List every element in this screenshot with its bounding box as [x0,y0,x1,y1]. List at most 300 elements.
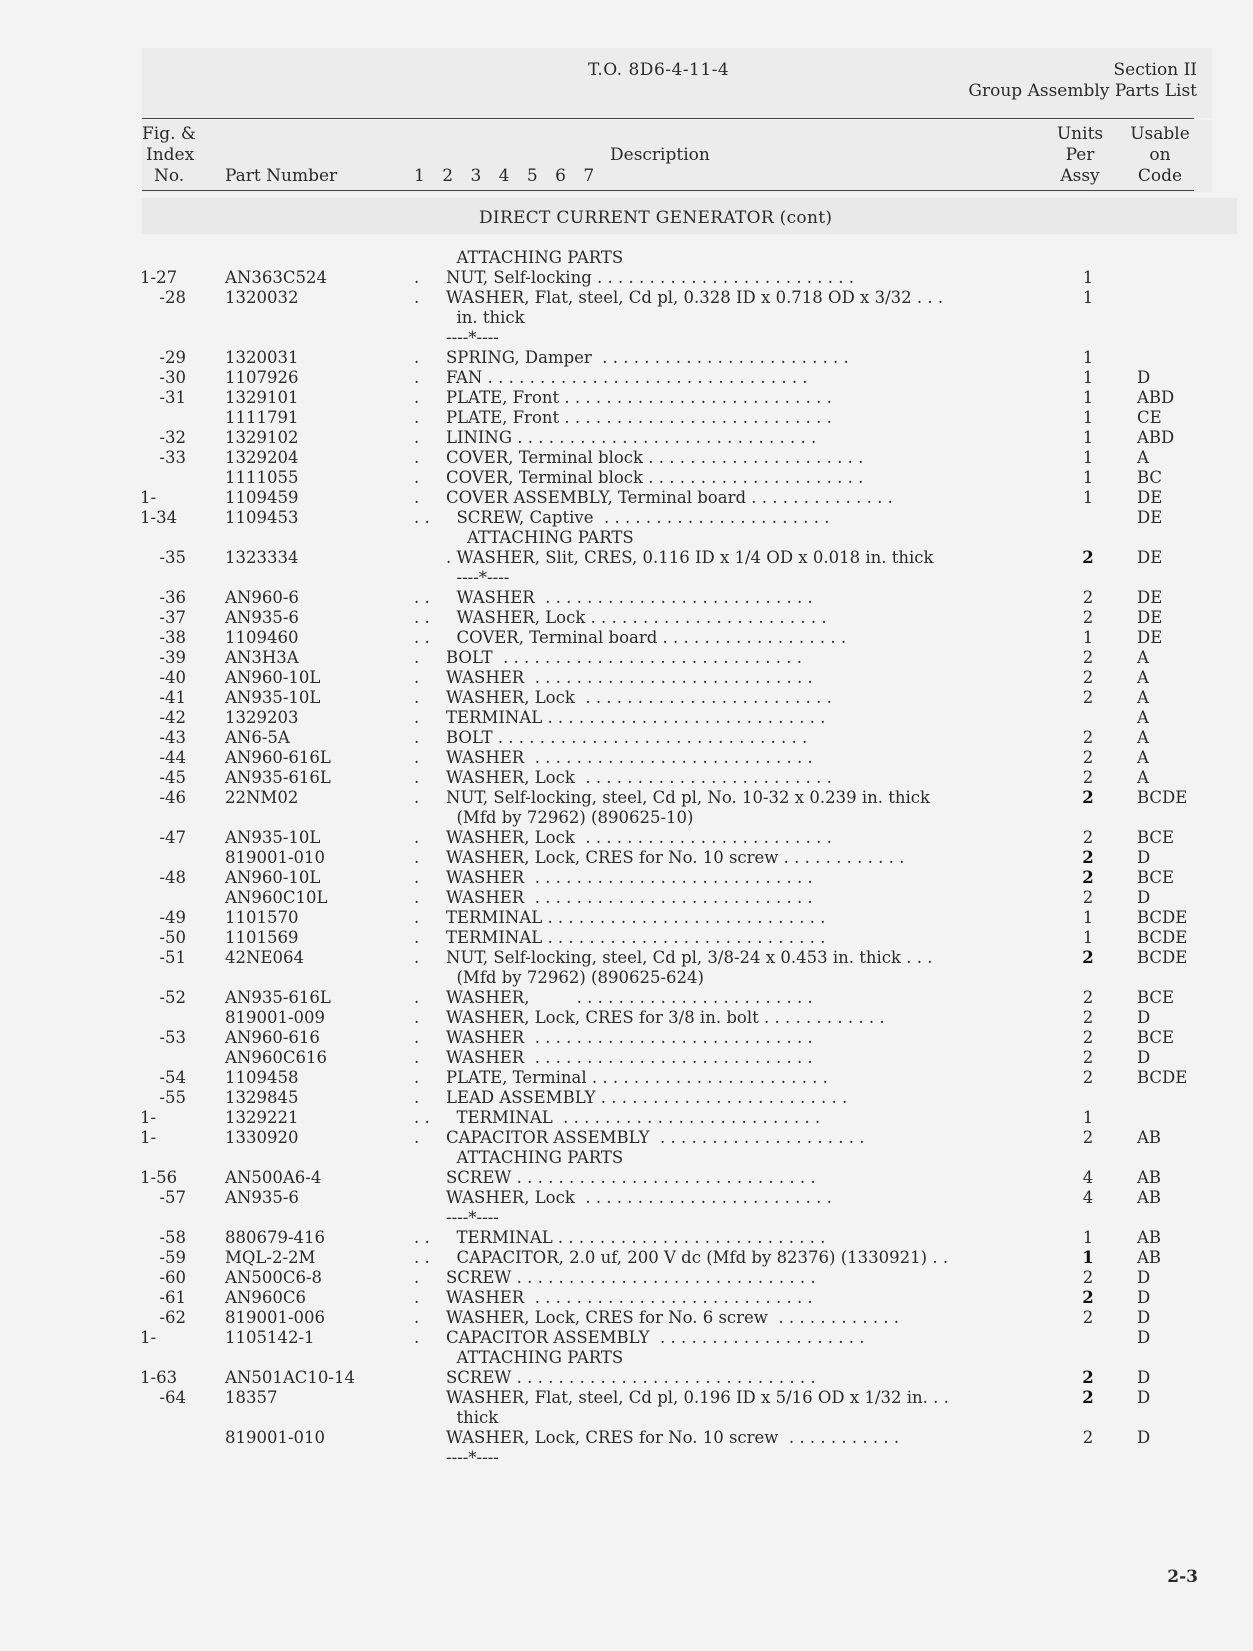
table-row [0,1328,1253,1348]
indent-marker: . [414,388,420,407]
description: ----*---- [446,568,510,587]
usable-on-code: BCE [1137,868,1175,887]
indent-marker: . . [414,1248,430,1267]
section-subtitle: Group Assembly Parts List [968,81,1197,101]
usable-on-code: AB [1137,1188,1162,1207]
units-per-assy: 1 [1082,268,1094,287]
description: COVER, Terminal block . . . . . . . . . . . . . . . . . . . . . [446,468,864,487]
usable-on-code: A [1137,688,1149,707]
part-number: AN935-10L [225,688,321,707]
units-per-assy: 2 [1082,1068,1094,1087]
page-number: 2-3 [1167,1567,1198,1587]
usable-on-code: D [1137,368,1151,387]
table-row [0,1028,1253,1048]
table-row [0,288,1253,308]
part-number: 1109459 [225,488,299,507]
description: WASHER, Lock . . . . . . . . . . . . . . . . . . . . . . . . [446,768,832,787]
usable-on-code: D [1137,1008,1151,1027]
table-row [0,1108,1253,1128]
part-number: 1329102 [225,428,299,447]
table-row [0,268,1253,288]
part-number: AN960-10L [225,668,321,687]
part-number: 1107926 [225,368,299,387]
usable-on-code: DE [1137,548,1163,567]
units-per-assy: 2 [1082,788,1094,807]
indent-marker: . [414,368,420,387]
usable-on-code: BCDE [1137,948,1188,967]
table-row [0,1128,1253,1148]
units-per-assy: 2 [1082,888,1094,907]
units-per-assy: 2 [1082,1008,1094,1027]
indent-marker: . [414,1068,420,1087]
part-number: 42NE064 [225,948,304,967]
description: . WASHER, Slit, CRES, 0.116 ID x 1/4 OD x 0.018 in. thick [446,548,934,567]
part-number: 880679-416 [225,1228,326,1247]
column-header-fig-index: Fig. & Index No. [142,124,197,186]
indent-marker: . [414,848,420,867]
table-row-continuation [0,328,1253,348]
table-row-continuation [0,968,1253,988]
description: LEAD ASSEMBLY . . . . . . . . . . . . . . . . . . . . . . . . [446,1088,848,1107]
usable-on-code: A [1137,748,1149,767]
usable-on-code: BCE [1137,828,1175,847]
technical-order-number: T.O. 8D6-4-11-4 [588,60,730,80]
part-number: AN500A6-4 [225,1168,322,1187]
part-number: AN960-10L [225,868,321,887]
usable-on-code: ABD [1137,428,1175,447]
description: CAPACITOR ASSEMBLY . . . . . . . . . . . . . . . . . . . . [446,1328,865,1347]
part-number: AN363C524 [225,268,327,287]
indent-marker: . [414,768,420,787]
column-header-units-per-assy: Units Per Assy [1056,124,1104,186]
table-row [0,1388,1253,1408]
units-per-assy: 1 [1082,908,1094,927]
units-per-assy: 2 [1082,1048,1094,1067]
section-title: DIRECT CURRENT GENERATOR (cont) [479,208,833,228]
usable-on-code: BCDE [1137,928,1188,947]
description: WASHER . . . . . . . . . . . . . . . . . . . . . . . . . . . [446,1028,813,1047]
table-row [0,488,1253,508]
index-number: -33 [159,448,186,467]
units-per-assy: 2 [1082,608,1094,627]
description: WASHER, Flat, steel, Cd pl, 0.328 ID x 0.718 OD x 3/32 . . . [446,288,944,307]
index-number: -45 [159,768,186,787]
indent-marker: . [414,888,420,907]
units-per-assy: 2 [1082,1308,1094,1327]
indent-marker: . [414,708,420,727]
usable-on-code: DE [1137,628,1163,647]
usable-on-code: BCDE [1137,1068,1188,1087]
table-row [0,788,1253,808]
description: ----*---- [446,1448,499,1467]
usable-on-code: D [1137,888,1151,907]
part-number: 1101569 [225,928,299,947]
table-row [0,668,1253,688]
table-row [0,888,1253,908]
index-number: 1-56 [140,1168,178,1187]
description: BOLT . . . . . . . . . . . . . . . . . . . . . . . . . . . . . . [446,728,808,747]
description: PLATE, Front . . . . . . . . . . . . . . . . . . . . . . . . . . [446,388,832,407]
index-number: -40 [159,668,186,687]
usable-on-code: ABD [1137,388,1175,407]
index-number: -51 [159,948,186,967]
table-row [0,428,1253,448]
units-per-assy: 4 [1082,1168,1094,1187]
description: ATTACHING PARTS [446,528,634,547]
table-row [0,648,1253,668]
table-row-continuation [0,808,1253,828]
description: (Mfd by 72962) (890625-10) [446,808,694,827]
description: WASHER, Lock, CRES for No. 6 screw . . . . . . . . . . . . [446,1308,900,1327]
table-row [0,848,1253,868]
part-number: 22NM02 [225,788,299,807]
index-number: 1- [140,1328,157,1347]
usable-on-code: D [1137,1288,1151,1307]
part-number: AN3H3A [225,648,299,667]
description: SCREW . . . . . . . . . . . . . . . . . . . . . . . . . . . . . [446,1168,816,1187]
usable-on-code: DE [1137,608,1163,627]
units-per-assy: 2 [1082,748,1094,767]
part-number: AN6-5A [225,728,290,747]
description: TERMINAL . . . . . . . . . . . . . . . . . . . . . . . . . [446,1108,821,1127]
indent-marker: . . [414,588,430,607]
table-row [0,728,1253,748]
units-per-assy: 2 [1082,828,1094,847]
description: BOLT . . . . . . . . . . . . . . . . . . . . . . . . . . . . . [446,648,803,667]
table-row [0,448,1253,468]
units-per-assy: 2 [1082,868,1094,887]
index-number: 1- [140,488,157,507]
index-number: -30 [159,368,186,387]
description: TERMINAL . . . . . . . . . . . . . . . . . . . . . . . . . . . [446,708,826,727]
index-number: -61 [159,1288,186,1307]
table-row [0,588,1253,608]
index-number: -64 [159,1388,186,1407]
description: CAPACITOR ASSEMBLY . . . . . . . . . . . . . . . . . . . . [446,1128,865,1147]
description: WASHER, Lock, CRES for 3/8 in. bolt . . . . . . . . . . . . [446,1008,885,1027]
table-row [0,348,1253,368]
description: in. thick [446,308,525,327]
part-number: AN960-616L [225,748,331,767]
units-per-assy: 1 [1082,1248,1094,1267]
usable-on-code: BCDE [1137,908,1188,927]
description: COVER, Terminal block . . . . . . . . . . . . . . . . . . . . . [446,448,864,467]
indent-marker: . [414,428,420,447]
part-number: AN935-10L [225,828,321,847]
index-number: -31 [159,388,186,407]
description: ATTACHING PARTS [446,248,624,267]
description: WASHER, Lock, CRES for No. 10 screw . . . . . . . . . . . . [446,848,905,867]
index-number: -38 [159,628,186,647]
usable-on-code: DE [1137,488,1163,507]
description: WASHER, Lock . . . . . . . . . . . . . . . . . . . . . . . . [446,688,832,707]
units-per-assy: 2 [1082,1128,1094,1147]
description: WASHER . . . . . . . . . . . . . . . . . . . . . . . . . . . [446,668,813,687]
units-per-assy: 2 [1082,1268,1094,1287]
usable-on-code: AB [1137,1168,1162,1187]
units-per-assy: 1 [1082,468,1094,487]
index-number: -28 [159,288,186,307]
section-header [968,60,1197,102]
part-number: 1101570 [225,908,299,927]
table-row [0,748,1253,768]
table-row-continuation [0,1348,1253,1368]
units-per-assy: 2 [1082,588,1094,607]
index-number: -43 [159,728,186,747]
indent-marker: . [414,668,420,687]
description: NUT, Self-locking, steel, Cd pl, No. 10-32 x 0.239 in. thick [446,788,930,807]
index-number: -46 [159,788,186,807]
usable-on-code: AB [1137,1128,1162,1147]
units-per-assy: 2 [1082,548,1094,567]
table-row [0,1428,1253,1448]
units-per-assy: 1 [1082,1228,1094,1247]
table-row [0,948,1253,968]
indent-marker: . [414,268,420,287]
part-number: AN960-6 [225,588,299,607]
indent-marker: . [414,488,420,507]
description: WASHER . . . . . . . . . . . . . . . . . . . . . . . . . . . [446,888,813,907]
indent-marker: . [414,908,420,927]
part-number: AN960-616 [225,1028,320,1047]
index-number: -29 [159,348,186,367]
index-number: -41 [159,688,186,707]
table-row [0,508,1253,528]
table-row-continuation [0,248,1253,268]
index-number: 1- [140,1128,157,1147]
index-number: -54 [159,1068,186,1087]
table-row [0,1368,1253,1388]
indent-marker: . [414,448,420,467]
units-per-assy: 1 [1082,428,1094,447]
index-number: -37 [159,608,186,627]
indent-marker: . [414,1288,420,1307]
description: WASHER, . . . . . . . . . . . . . . . . . . . . . . . [446,988,813,1007]
units-per-assy: 1 [1082,1108,1094,1127]
table-row [0,368,1253,388]
table-row [0,1008,1253,1028]
units-per-assy: 1 [1082,288,1094,307]
index-number: -47 [159,828,186,847]
usable-on-code: BCE [1137,1028,1175,1047]
description: ----*---- [446,328,499,347]
indent-marker: . [414,288,420,307]
units-per-assy: 2 [1082,768,1094,787]
index-number: -48 [159,868,186,887]
part-number: MQL-2-2M [225,1248,316,1267]
index-number: -44 [159,748,186,767]
description: NUT, Self-locking . . . . . . . . . . . . . . . . . . . . . . . . . [446,268,855,287]
section-label: Section II [1113,60,1197,80]
part-number: 1329845 [225,1088,299,1107]
description: WASHER . . . . . . . . . . . . . . . . . . . . . . . . . . . [446,868,813,887]
indent-marker: . . [414,1228,430,1247]
indent-marker: . [414,748,420,767]
units-per-assy: 1 [1082,928,1094,947]
indent-marker: . [414,1048,420,1067]
index-number: 1-34 [140,508,178,527]
index-number: -35 [159,548,186,567]
description: TERMINAL . . . . . . . . . . . . . . . . . . . . . . . . . . . [446,928,826,947]
part-number: 1111055 [225,468,299,487]
column-header-description: Description [610,145,710,165]
table-row-continuation [0,1408,1253,1428]
indent-marker: . [414,1008,420,1027]
indent-marker: . [414,348,420,367]
part-number: 1329203 [225,708,299,727]
index-number: -49 [159,908,186,927]
index-number: -32 [159,428,186,447]
indent-marker: . [414,468,420,487]
indent-marker: . [414,1328,420,1347]
part-number: 1329101 [225,388,299,407]
units-per-assy: 2 [1082,1368,1094,1387]
table-row [0,1268,1253,1288]
part-number: AN960C616 [225,1048,327,1067]
part-number: 1320032 [225,288,299,307]
indent-marker: . [414,988,420,1007]
table-row [0,708,1253,728]
description: SPRING, Damper . . . . . . . . . . . . . . . . . . . . . . . . [446,348,849,367]
table-row [0,548,1253,568]
description: ----*---- [446,1208,499,1227]
table-row [0,908,1253,928]
usable-on-code: D [1137,1388,1151,1407]
usable-on-code: BC [1137,468,1163,487]
description: LINING . . . . . . . . . . . . . . . . . . . . . . . . . . . . . [446,428,817,447]
indent-marker: . [414,728,420,747]
units-per-assy: 2 [1082,728,1094,747]
table-row [0,608,1253,628]
description: ATTACHING PARTS [446,1148,624,1167]
description: WASHER, Lock . . . . . . . . . . . . . . . . . . . . . . . . [446,1188,832,1207]
part-number: AN935-616L [225,988,331,1007]
description: COVER, Terminal board . . . . . . . . . . . . . . . . . . [446,628,847,647]
units-per-assy: 2 [1082,948,1094,967]
part-number: 1323334 [225,548,299,567]
usable-on-code: D [1137,1428,1151,1447]
indent-marker: . [414,1308,420,1327]
indent-marker: . . [414,1108,430,1127]
table-row [0,628,1253,648]
part-number: AN960C10L [225,888,328,907]
description: TERMINAL . . . . . . . . . . . . . . . . . . . . . . . . . . [446,1228,826,1247]
table-row [0,868,1253,888]
units-per-assy: 1 [1082,408,1094,427]
usable-on-code: A [1137,768,1149,787]
part-number: AN960C6 [225,1288,306,1307]
description: thick [446,1408,499,1427]
usable-on-code: A [1137,448,1149,467]
usable-on-code: A [1137,728,1149,747]
description: SCREW . . . . . . . . . . . . . . . . . . . . . . . . . . . . . [446,1268,816,1287]
units-per-assy: 2 [1082,648,1094,667]
indent-marker: . [414,868,420,887]
index-number: -36 [159,588,186,607]
description: FAN . . . . . . . . . . . . . . . . . . . . . . . . . . . . . . . [446,368,808,387]
table-row [0,1308,1253,1328]
table-row [0,1088,1253,1108]
index-number: -59 [159,1248,186,1267]
description: PLATE, Front . . . . . . . . . . . . . . . . . . . . . . . . . . [446,408,832,427]
usable-on-code: CE [1137,408,1162,427]
indent-marker: . . [414,608,430,627]
part-number: AN935-616L [225,768,331,787]
index-number: 1- [140,1108,157,1127]
description: WASHER, Lock . . . . . . . . . . . . . . . . . . . . . . . . [446,828,832,847]
part-number: 819001-006 [225,1308,326,1327]
part-number: 1329221 [225,1108,299,1127]
column-header-indent-levels: 1 2 3 4 5 6 7 [414,166,601,186]
units-per-assy: 2 [1082,848,1094,867]
description: WASHER . . . . . . . . . . . . . . . . . . . . . . . . . . [446,588,813,607]
indent-marker: . [414,648,420,667]
table-row [0,828,1253,848]
part-number: 819001-010 [225,1428,326,1447]
description: WASHER . . . . . . . . . . . . . . . . . . . . . . . . . . . [446,748,813,767]
usable-on-code: D [1137,1328,1151,1347]
part-number: AN935-6 [225,1188,299,1207]
part-number: 819001-010 [225,848,326,867]
indent-marker: . . [414,628,430,647]
units-per-assy: 1 [1082,628,1094,647]
units-per-assy: 2 [1082,668,1094,687]
part-number: 1329204 [225,448,299,467]
units-per-assy: 2 [1082,1028,1094,1047]
table-row [0,1188,1253,1208]
units-per-assy: 1 [1082,488,1094,507]
index-number: -55 [159,1088,186,1107]
part-number: 1330920 [225,1128,299,1147]
table-row [0,1068,1253,1088]
usable-on-code: AB [1137,1228,1162,1247]
table-row [0,388,1253,408]
table-row [0,768,1253,788]
index-number: -62 [159,1308,186,1327]
index-number: -39 [159,648,186,667]
usable-on-code: BCE [1137,988,1175,1007]
index-number: -52 [159,988,186,1007]
index-number: 1-27 [140,268,178,287]
table-row [0,1228,1253,1248]
description: COVER ASSEMBLY, Terminal board . . . . . . . . . . . . . . [446,488,893,507]
part-number: 1109453 [225,508,299,527]
table-row-continuation [0,1448,1253,1468]
table-row [0,1168,1253,1188]
part-number: 1109460 [225,628,299,647]
part-number: 1320031 [225,348,299,367]
description: WASHER . . . . . . . . . . . . . . . . . . . . . . . . . . . [446,1048,813,1067]
usable-on-code: BCDE [1137,788,1188,807]
part-number: AN935-6 [225,608,299,627]
indent-marker: . [414,1088,420,1107]
units-per-assy: 1 [1082,388,1094,407]
indent-marker: . [414,1028,420,1047]
table-row [0,988,1253,1008]
units-per-assy: 2 [1082,1388,1094,1407]
description: WASHER, Lock . . . . . . . . . . . . . . . . . . . . . . . [446,608,827,627]
table-row [0,688,1253,708]
description: SCREW . . . . . . . . . . . . . . . . . . . . . . . . . . . . . [446,1368,816,1387]
usable-on-code: DE [1137,588,1163,607]
indent-marker: . [414,788,420,807]
usable-on-code: AB [1137,1248,1162,1267]
indent-marker: . . [414,508,430,527]
usable-on-code: D [1137,1308,1151,1327]
index-number: -50 [159,928,186,947]
part-number: 1109458 [225,1068,299,1087]
usable-on-code: D [1137,1368,1151,1387]
